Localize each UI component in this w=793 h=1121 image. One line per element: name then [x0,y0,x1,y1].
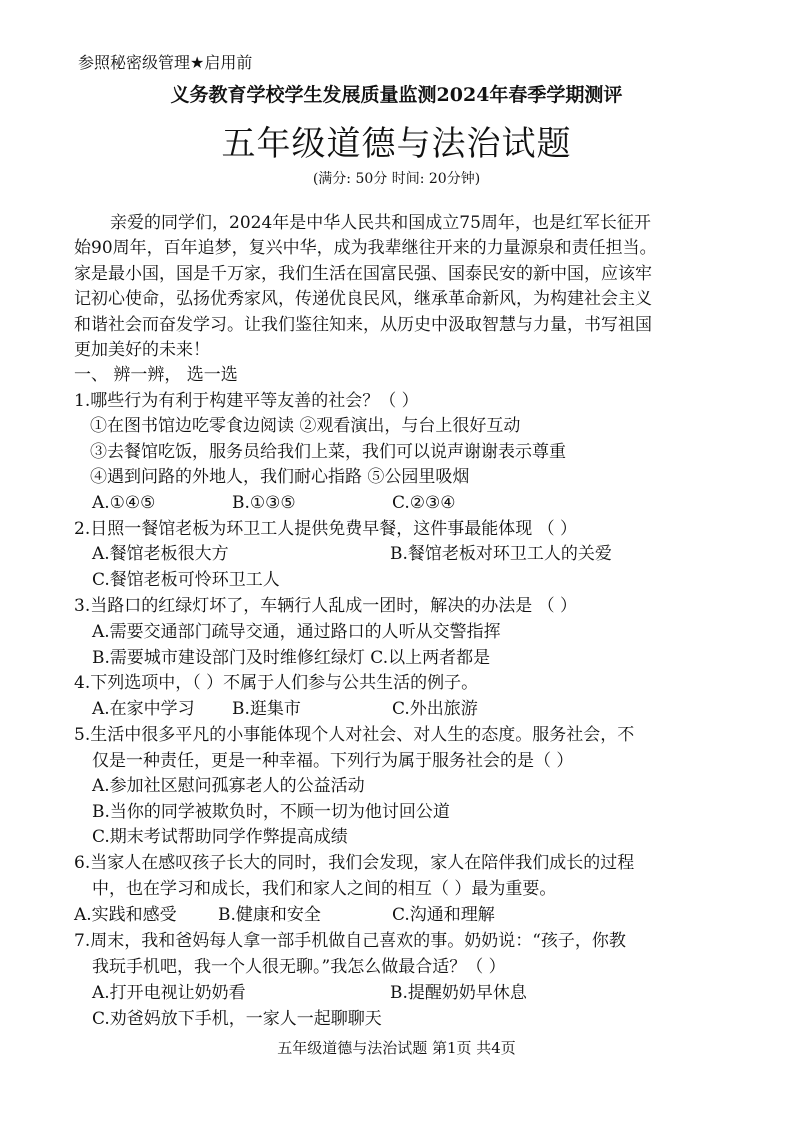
question-stem: 7.周末，我和爸妈每人拿一部手机做自己喜欢的事。奶奶说：“孩子，你教 [74,931,626,951]
option-c: C.期末考试帮助同学作弊提高成绩 [92,827,348,847]
question-line: ③去餐馆吃饭，服务员给我们上菜，我们可以说声谢谢表示尊重 [90,442,566,462]
intro-line: 更加美好的未来！ [74,340,210,360]
intro-line: 始90周年，百年追梦，复兴中华，成为我辈继往开来的力量源泉和责任担当。 [74,238,657,258]
question-line: ①在图书馆边吃零食边阅读 ②观看演出，与台上很好互动 [90,416,521,436]
option-a: A.在家中学习 [92,699,195,719]
option-a: A.打开电视让奶奶看 [92,983,246,1003]
option-a: A.餐馆老板很大方 [92,544,229,564]
page-title: 五年级道德与法治试题 [221,124,572,164]
exam-meta: (满分: 50分 时间: 20分钟) [312,171,481,187]
question-stem: 6.当家人在感叹孩子长大的同时，我们会发现，家人在陪伴我们成长的过程 [74,853,635,873]
question-stem: 5.生活中很多平凡的小事能体现个人对社会、对人生的态度。服务社会，不 [74,725,635,745]
option-a: A.实践和感受 [74,905,177,925]
confidentiality-label: 参照秘密级管理★启用前 [78,53,253,72]
question-stem: 3.当路口的红绿灯坏了，车辆行人乱成一团时，解决的办法是 （ ） [74,596,578,616]
intro-line: 和谐社会而奋发学习。让我们鉴往知来，从历史中汲取智慧与力量，书写祖国 [74,315,652,335]
option-c: C.②③④ [392,493,456,513]
question-line: 我玩手机吧，我一个人很无聊。”我怎么做最合适？（ ） [92,957,506,977]
option-b: B.提醒奶奶早休息 [390,983,527,1003]
exam-subtitle: 义务教育学校学生发展质量监测2024年春季学期测评 [170,84,623,106]
question-stem: 1.哪些行为有利于构建平等友善的社会？（ ） [74,391,419,411]
option-b: B.餐馆老板对环卫工人的关爱 [390,544,612,564]
question-line: 中，也在学习和成长，我们和家人之间的相互（ ）最为重要。 [92,879,557,899]
option-b-c: B.需要城市建设部门及时维修红绿灯 C.以上两者都是 [92,648,491,668]
option-b: B.①③⑤ [232,493,296,513]
option-b: B.健康和安全 [218,905,321,925]
option-b: B.逛集市 [232,699,301,719]
option-c: C.劝爸妈放下手机，一家人一起聊聊天 [92,1009,382,1029]
intro-line: 亲爱的同学们，2024年是中华人民共和国成立75周年，也是红军长征开 [110,213,651,233]
page-footer: 五年级道德与法治试题 第1页 共4页 [277,1039,516,1057]
option-a: A.①④⑤ [92,493,156,513]
option-c: C.外出旅游 [392,699,478,719]
option-c: C.沟通和理解 [392,905,495,925]
question-stem: 2.日照一餐馆老板为环卫工人提供免费早餐，这件事最能体现 （ ） [74,519,578,539]
option-b: B.当你的同学被欺负时，不顾一切为他讨回公道 [92,802,450,822]
option-a: A.需要交通部门疏导交通，通过路口的人听从交警指挥 [92,622,501,642]
question-line: 仅是一种责任，更是一种幸福。下列行为属于服务社会的是（ ） [92,751,574,771]
question-stem: 4.下列选项中，（ ）不属于人们参与公共生活的例子。 [74,673,479,693]
intro-line: 家是最小国，国是千万家，我们生活在国富民强、国泰民安的新中国，应该牢 [74,264,652,284]
option-c: C.餐馆老板可怜环卫工人 [92,570,280,590]
question-line: ④遇到问路的外地人，我们耐心指路 ⑤公园里吸烟 [90,467,470,487]
option-a: A.参加社区慰问孤寡老人的公益活动 [92,776,365,796]
intro-line: 记初心使命，弘扬优秀家风，传递优良民风，继承革命新风，为构建社会主义 [74,289,652,309]
section-heading: 一、 辨一辨， 选一选 [74,365,238,385]
